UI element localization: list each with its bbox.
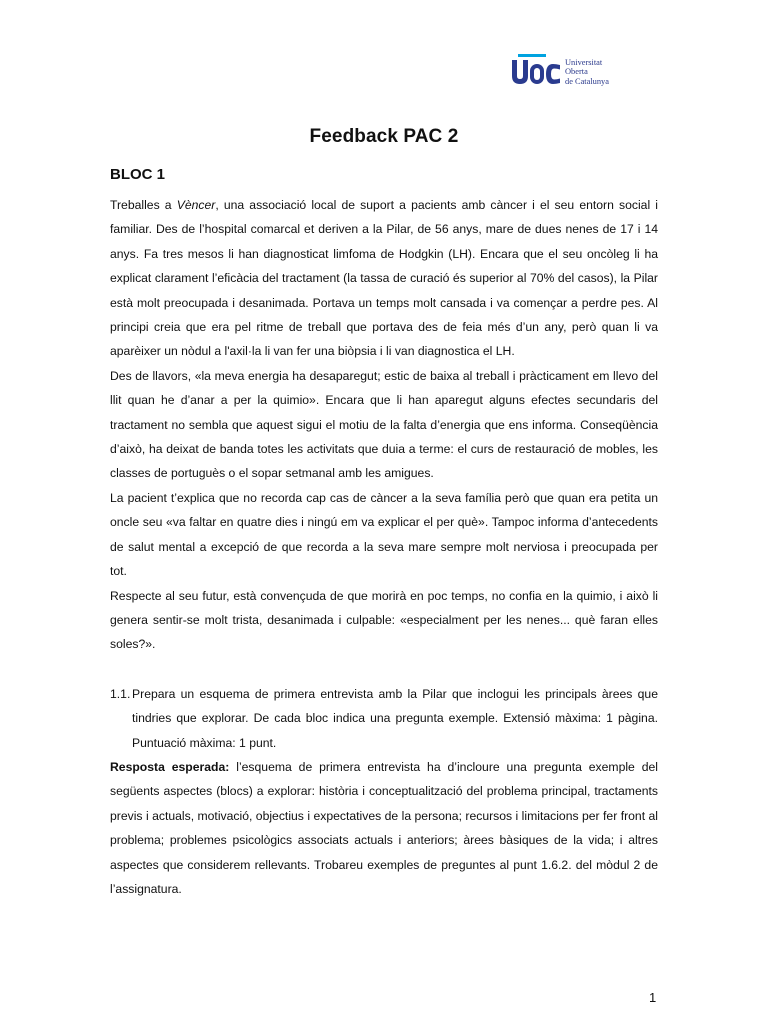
document-body [110,193,658,901]
page-number: 1 [649,990,657,1005]
question-text: Prepara un esquema de primera entrevista amb la Pilar que inclogui les principals àrees que tindries que explorar. De cada bloc indica una pregunta exemple. Extensió màxima: 1 pàgina. Puntuació màxima: 1 punt. [132,686,658,750]
logo-line-1: Universitat [565,57,603,67]
uoc-logo-mark [510,54,562,90]
expected-answer [110,755,658,901]
expected-answer-text: l’esquema de primera entrevista ha d’incloure una pregunta exemple del següents aspectes (blocs) a explorar: història i conceptualització del problema principal, tractaments previs i actuals, motivació, objectius i expectatives de la persona; recursos i limitacions per fer front al problema; problemes psicològics associats actuals i anteriors; àrees bàsiques de la vida; i altres aspectes que considerem rellevants. Trobareu exemples de preguntes al punt 1.6.2. del mòdul 2 de l’assignatura. [110,759,658,896]
case-paragraph-2: Des de llavors, «la meva energia ha desaparegut; estic de baixa al treball i pràcticament em llevo del llit quan he d’anar a per la quimio». Encara que li han aparegut alguns efectes secundaris del tractament no sembla que aquest sigui el motiu de la falta d’energia que ens informa. Conseqüència d’això, ha deixat de banda totes les activitats que duia a terme: el curs de restauració de mobles, les classes de portuguès o el sopar setmanal amb les amigues. [110,368,658,481]
question-item [110,682,658,755]
paragraph-spacer [110,657,658,682]
uoc-logo-text [565,58,609,86]
logo-line-2: Oberta [565,67,588,77]
section-heading: BLOC 1 [110,166,166,183]
case-paragraph-1 [110,193,658,364]
document-title: Feedback PAC 2 [309,126,459,147]
case-paragraph-1-start: Treballes a [110,198,177,212]
association-name: Vèncer [176,198,216,212]
logo-line-3: de Catalunya [565,76,609,86]
uoc-logo [510,52,618,92]
case-paragraph-1-rest: , una associació local de suport a pacients amb càncer i el seu entorn social i familiar. Des de l’hospital comarcal et deriven a la Pilar, de 56 anys, mare de dues nenes de 17 i 14 anys. Fa tres mesos li han diagnosticat limfoma de Hodgkin (LH). Encara que el seu oncòleg li ha explicat clarament l’eficàcia del tractament (la tassa de curació és superior al 70% del casos), la Pilar està molt preocupada i desanimada. Portava un temps molt cansada i va començar a perdre pes. Al principi creia que era pel ritme de treball que portava des de feia més d’un any, però quan li va aparèixer un nòdul a l'axil·la li van fer una biòpsia i li van diagnostica el LH. [110,198,658,359]
case-paragraph-4: Respecte al seu futur, està convençuda de que morirà en poc temps, no confia en la quimio, i això li genera sentir-se molt trista, desanimada i culpable: «especialment per les nenes... què faran elles soles?». [110,588,658,652]
question-number: 1.1. [110,686,131,701]
expected-answer-label: Resposta esperada: [110,759,230,774]
case-paragraph-3: La pacient t’explica que no recorda cap cas de càncer a la seva família però que quan era petita un oncle seu «va faltar en quatre dies i ningú em va explicar el per què». Tampoc informa d’antecedents de salut mental a excepció de que recorda a la seva mare sempre molt nerviosa i preocupada per tot. [110,490,658,579]
